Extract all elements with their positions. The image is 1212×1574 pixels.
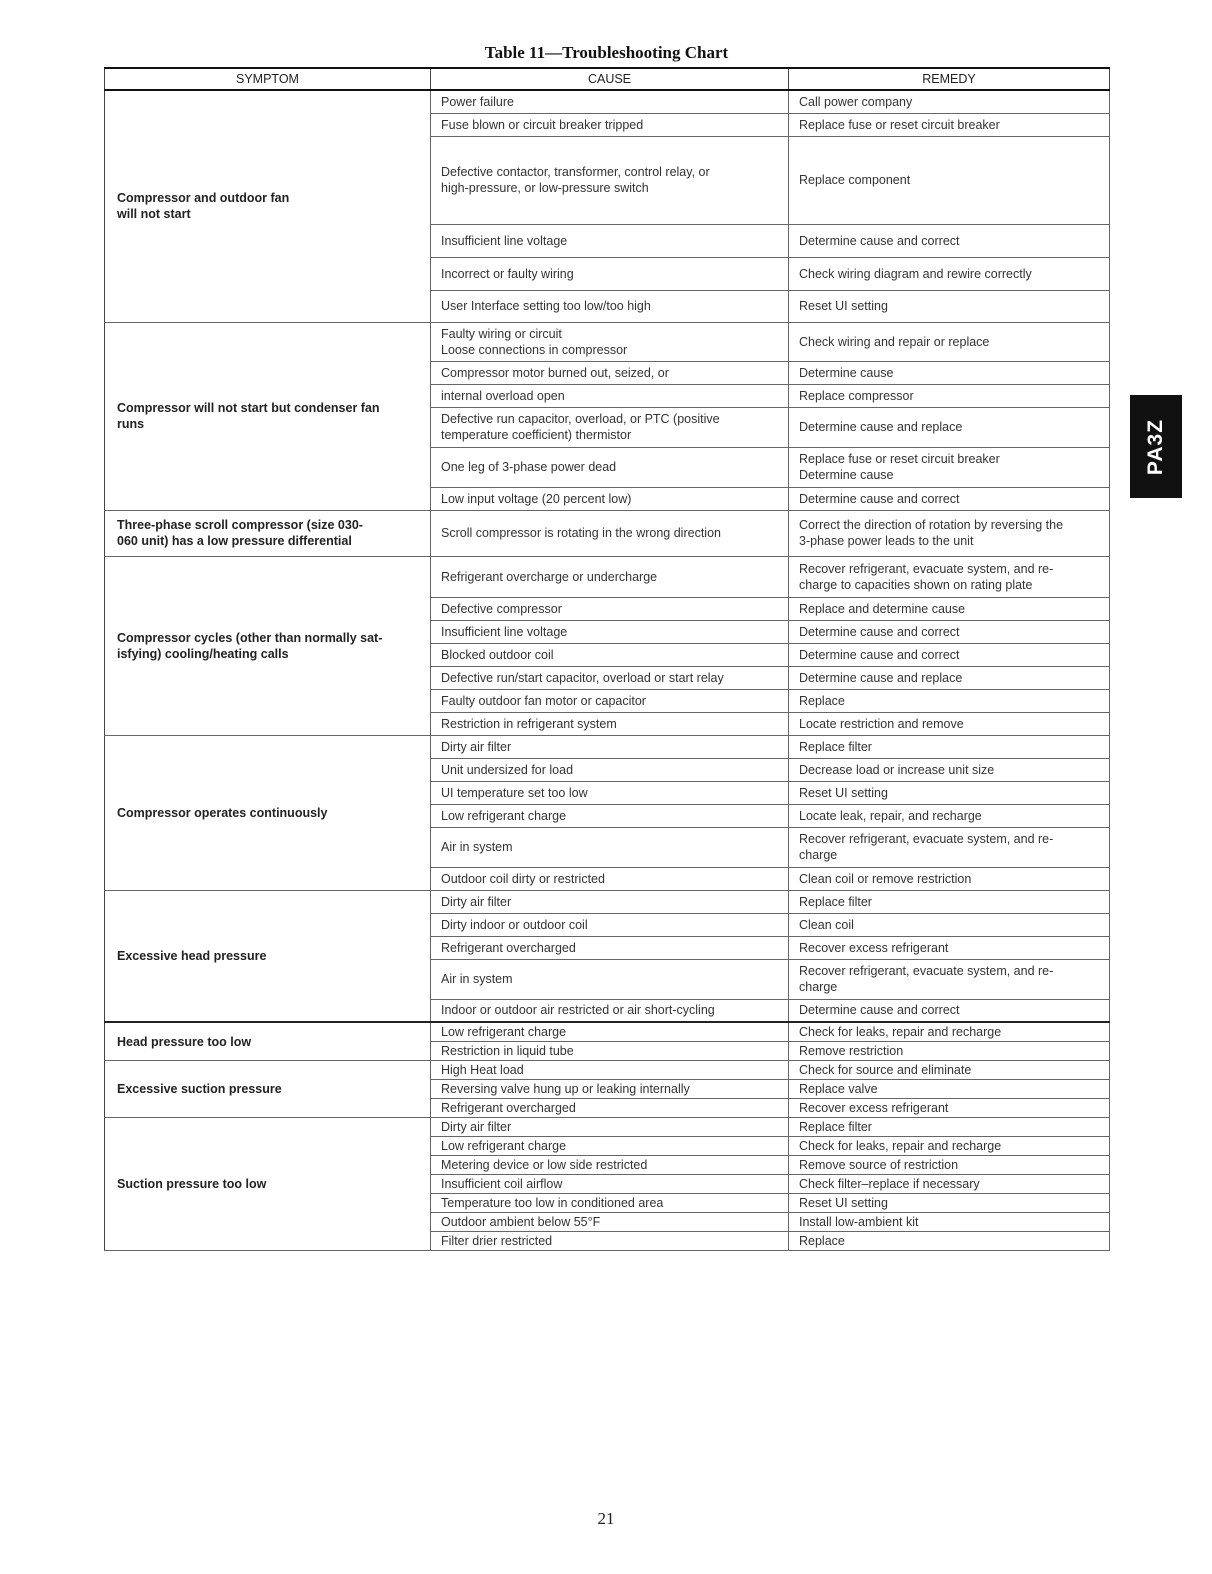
cause-cell: Incorrect or faulty wiring: [431, 257, 789, 290]
cause-cell: Low refrigerant charge: [431, 1137, 789, 1156]
symptom-cell: Suction pressure too low: [105, 1118, 431, 1251]
remedy-cell: Replace filter: [789, 890, 1110, 913]
cause-cell: Air in system: [431, 827, 789, 867]
table-header-row: [105, 68, 1110, 90]
cause-cell: Insufficient line voltage: [431, 224, 789, 257]
remedy-cell: Check for leaks, repair and recharge: [789, 1022, 1110, 1042]
remedy-cell: Locate leak, repair, and recharge: [789, 804, 1110, 827]
remedy-cell: Recover refrigerant, evacuate system, and re- charge: [789, 959, 1110, 999]
symptom-cell: Compressor operates continuously: [105, 735, 431, 890]
cause-cell: Filter drier restricted: [431, 1232, 789, 1251]
remedy-cell: Replace fuse or reset circuit breaker Determine cause: [789, 447, 1110, 487]
table-row: [105, 90, 1110, 113]
cause-cell: Dirty air filter: [431, 890, 789, 913]
remedy-cell: Replace: [789, 689, 1110, 712]
cause-cell: Insufficient coil airflow: [431, 1175, 789, 1194]
cause-cell: Dirty air filter: [431, 1118, 789, 1137]
remedy-cell: Determine cause and replace: [789, 407, 1110, 447]
remedy-cell: Clean coil or remove restriction: [789, 867, 1110, 890]
cause-cell: One leg of 3-phase power dead: [431, 447, 789, 487]
table-row: [105, 510, 1110, 556]
header-cause: CAUSE: [431, 68, 789, 90]
remedy-cell: Reset UI setting: [789, 290, 1110, 322]
cause-cell: Scroll compressor is rotating in the wrong direction: [431, 510, 789, 556]
remedy-cell: Determine cause and replace: [789, 666, 1110, 689]
remedy-cell: Recover excess refrigerant: [789, 1099, 1110, 1118]
cause-cell: Restriction in liquid tube: [431, 1042, 789, 1061]
cause-cell: Air in system: [431, 959, 789, 999]
cause-cell: Fuse blown or circuit breaker tripped: [431, 113, 789, 136]
cause-cell: Defective run capacitor, overload, or PTC (positive temperature coefficient) thermistor: [431, 407, 789, 447]
cause-cell: Dirty air filter: [431, 735, 789, 758]
remedy-cell: Determine cause and correct: [789, 643, 1110, 666]
cause-cell: Low refrigerant charge: [431, 804, 789, 827]
remedy-cell: Determine cause: [789, 361, 1110, 384]
table-body: [105, 90, 1110, 1251]
cause-cell: Temperature too low in conditioned area: [431, 1194, 789, 1213]
symptom-cell: Compressor will not start but condenser fan runs: [105, 322, 431, 510]
side-tab: [1130, 395, 1182, 498]
table-title: Table 11—Troubleshooting Chart: [484, 43, 729, 62]
cause-cell: Low refrigerant charge: [431, 1022, 789, 1042]
cause-cell: internal overload open: [431, 384, 789, 407]
cause-cell: Refrigerant overcharged: [431, 936, 789, 959]
symptom-cell: Head pressure too low: [105, 1022, 431, 1061]
remedy-cell: Remove source of restriction: [789, 1156, 1110, 1175]
remedy-cell: Check wiring diagram and rewire correctly: [789, 257, 1110, 290]
remedy-cell: Determine cause and correct: [789, 224, 1110, 257]
cause-cell: Refrigerant overcharge or undercharge: [431, 556, 789, 597]
cause-cell: Defective contactor, transformer, control relay, or high-pressure, or low-pressure switch: [431, 136, 789, 224]
cause-cell: Compressor motor burned out, seized, or: [431, 361, 789, 384]
remedy-cell: Install low-ambient kit: [789, 1213, 1110, 1232]
header-symptom: SYMPTOM: [105, 68, 431, 90]
table-row: [105, 556, 1110, 597]
header-remedy: REMEDY: [789, 68, 1110, 90]
remedy-cell: Correct the direction of rotation by reversing the 3-phase power leads to the unit: [789, 510, 1110, 556]
table-row: [105, 1061, 1110, 1080]
remedy-cell: Locate restriction and remove: [789, 712, 1110, 735]
remedy-cell: Reset UI setting: [789, 1194, 1110, 1213]
cause-cell: Unit undersized for load: [431, 758, 789, 781]
remedy-cell: Determine cause and correct: [789, 999, 1110, 1022]
cause-cell: Insufficient line voltage: [431, 620, 789, 643]
page-number: 21: [597, 1509, 615, 1528]
remedy-cell: Decrease load or increase unit size: [789, 758, 1110, 781]
remedy-cell: Check for source and eliminate: [789, 1061, 1110, 1080]
cause-cell: Reversing valve hung up or leaking internally: [431, 1080, 789, 1099]
remedy-cell: Replace filter: [789, 735, 1110, 758]
remedy-cell: Determine cause and correct: [789, 620, 1110, 643]
cause-cell: UI temperature set too low: [431, 781, 789, 804]
remedy-cell: Reset UI setting: [789, 781, 1110, 804]
cause-cell: Outdoor ambient below 55°F: [431, 1213, 789, 1232]
cause-cell: Metering device or low side restricted: [431, 1156, 789, 1175]
remedy-cell: Call power company: [789, 90, 1110, 113]
remedy-cell: Recover refrigerant, evacuate system, and re- charge to capacities shown on rating plate: [789, 556, 1110, 597]
cause-cell: User Interface setting too low/too high: [431, 290, 789, 322]
remedy-cell: Remove restriction: [789, 1042, 1110, 1061]
cause-cell: Faulty outdoor fan motor or capacitor: [431, 689, 789, 712]
remedy-cell: Replace: [789, 1232, 1110, 1251]
cause-cell: Faulty wiring or circuit Loose connections in compressor: [431, 322, 789, 361]
remedy-cell: Replace filter: [789, 1118, 1110, 1137]
table-row: [105, 1118, 1110, 1137]
remedy-cell: Recover refrigerant, evacuate system, and re- charge: [789, 827, 1110, 867]
cause-cell: Refrigerant overcharged: [431, 1099, 789, 1118]
table-row: [105, 735, 1110, 758]
cause-cell: Power failure: [431, 90, 789, 113]
remedy-cell: Replace compressor: [789, 384, 1110, 407]
table-row: [105, 322, 1110, 361]
cause-cell: Low input voltage (20 percent low): [431, 487, 789, 510]
remedy-cell: Determine cause and correct: [789, 487, 1110, 510]
cause-cell: Dirty indoor or outdoor coil: [431, 913, 789, 936]
remedy-cell: Recover excess refrigerant: [789, 936, 1110, 959]
remedy-cell: Check for leaks, repair and recharge: [789, 1137, 1110, 1156]
remedy-cell: Clean coil: [789, 913, 1110, 936]
cause-cell: Blocked outdoor coil: [431, 643, 789, 666]
side-tab-label: PA3Z: [1144, 418, 1167, 475]
remedy-cell: Replace and determine cause: [789, 597, 1110, 620]
remedy-cell: Replace valve: [789, 1080, 1110, 1099]
remedy-cell: Check wiring and repair or replace: [789, 322, 1110, 361]
table-row: [105, 1022, 1110, 1042]
symptom-cell: Compressor cycles (other than normally sat- isfying) cooling/heating calls: [105, 556, 431, 735]
symptom-cell: Excessive suction pressure: [105, 1061, 431, 1118]
cause-cell: Restriction in refrigerant system: [431, 712, 789, 735]
remedy-cell: Check filter–replace if necessary: [789, 1175, 1110, 1194]
table-row: [105, 890, 1110, 913]
remedy-cell: Replace fuse or reset circuit breaker: [789, 113, 1110, 136]
symptom-cell: Three-phase scroll compressor (size 030- 060 unit) has a low pressure differential: [105, 510, 431, 556]
cause-cell: Defective compressor: [431, 597, 789, 620]
cause-cell: Defective run/start capacitor, overload or start relay: [431, 666, 789, 689]
remedy-cell: Replace component: [789, 136, 1110, 224]
troubleshooting-table: [104, 67, 1110, 1251]
symptom-cell: Excessive head pressure: [105, 890, 431, 1022]
cause-cell: Indoor or outdoor air restricted or air short-cycling: [431, 999, 789, 1022]
symptom-cell: Compressor and outdoor fan will not start: [105, 90, 431, 322]
cause-cell: Outdoor coil dirty or restricted: [431, 867, 789, 890]
cause-cell: High Heat load: [431, 1061, 789, 1080]
